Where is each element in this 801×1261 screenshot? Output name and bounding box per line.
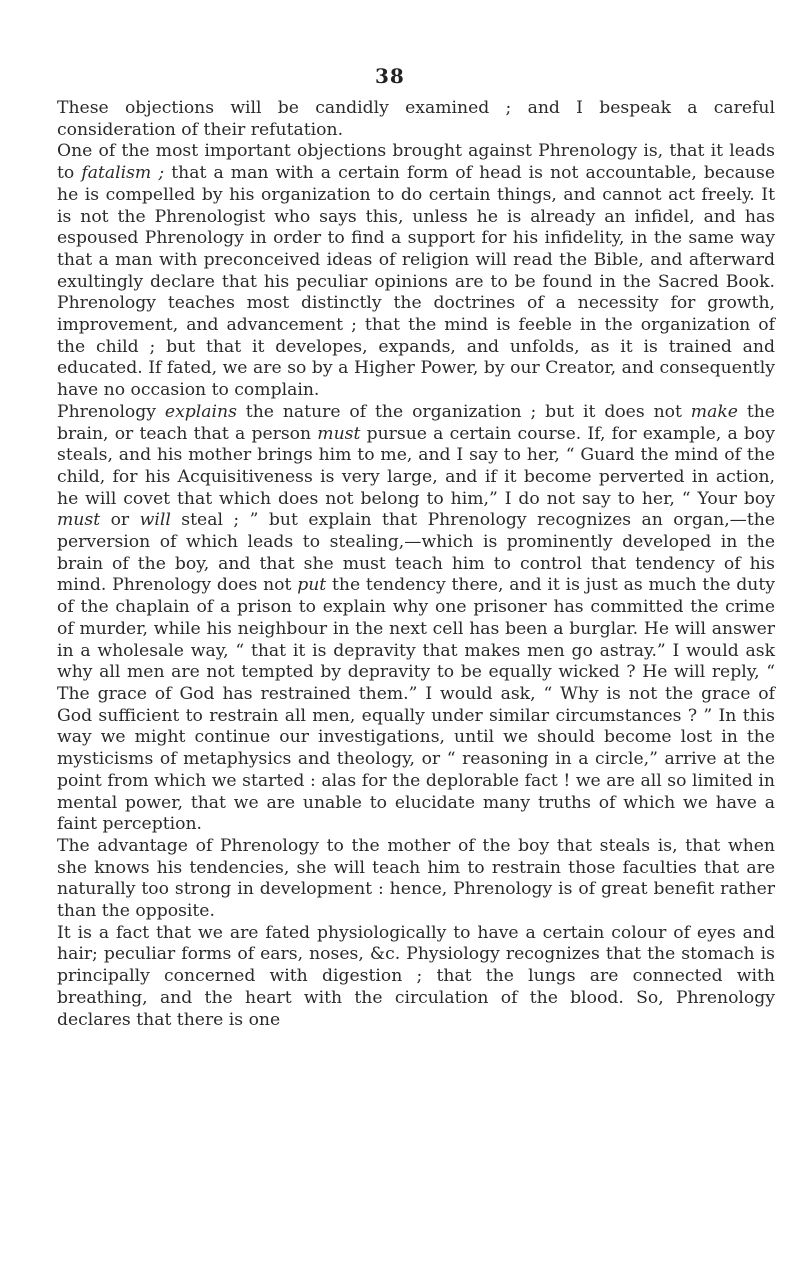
text-run: pursue a certain course. If, for example, a boy steals, and his mother brings him to me, and I say to her, “ Guard the mind of the child, for his Acquisitiveness is very large, and if it become perverted in action, he will covet that which does not belong to him,” I do not say to her, “ Your boy xyxy=(57,423,775,509)
italic-run: make xyxy=(690,401,738,422)
text-run: the nature of the organization ; but it does not xyxy=(236,401,691,422)
text-run: One of the most important objections brought against Phrenology is, that it leads to xyxy=(57,141,775,184)
paragraph-4 xyxy=(57,836,775,923)
text-run: These objections will be candidly examined ; and I bespeak a careful consideration of their refutation. xyxy=(57,98,775,140)
italic-run: must xyxy=(57,510,101,531)
italic-run: must xyxy=(317,423,361,444)
body-text xyxy=(57,98,775,1031)
italic-run: put xyxy=(297,575,327,596)
page-number: 38 xyxy=(375,64,405,88)
paragraph-5 xyxy=(57,923,775,1032)
italic-run: fatalism ; xyxy=(81,163,165,184)
text-run: It is a fact that we are fated physiologically to have a certain colour of eyes and hair; peculiar forms of ears, noses, &c. Physiology recognizes that the stomach is principally concerned with digestion ; that the lungs are connected with breathing, and the heart with the circulation of the blood. So, Phrenology declares that there is one xyxy=(57,922,775,1030)
paragraph-1 xyxy=(57,98,775,141)
text-run: or xyxy=(100,510,140,531)
text-run: the tendency there, and it is just as much the duty of the chaplain of a prison to explain why one prisoner has committed the crime of murder, while his neighbour in the next cell has been a burglar. He will answer in a wholesale way, “ that it is depravity that makes men go astray.” I would ask why all men are not tempted by depravity to be equally wicked ? He will reply, “ The grace of God has restrained them.” I would ask, “ Why is not the grace of God sufficient to restrain all men, equally under similar circumstances ? ” In this way we might continue our investigations, until we should become lost in the mysticisms of metaphysics and theology, or “ reasoning in a circle,” arrive at the point from which we started : alas for the deplorable fact ! we are all so limited in mental power, that we are unable to elucidate many truths of which we have a faint perception. xyxy=(57,575,775,835)
paragraph-3 xyxy=(57,402,775,836)
text-run: steal ; ” but explain that Phrenology recognizes an organ,—the perversion of which leads to stealing,—which is prominently developed in the brain of the boy, and that she must teach him to control that tendency of his mind. Phrenology does not xyxy=(57,510,775,596)
text-run: The advantage of Phrenology to the mother of the boy that steals is, that when she knows his tendencies, she will teach him to restrain those faculties that are naturally too strong in development : hence, Phrenology is of great benefit rather than the opposite. xyxy=(57,835,775,922)
italic-run: explains xyxy=(164,401,237,422)
text-run: Phrenology xyxy=(57,401,165,422)
italic-run: will xyxy=(139,510,171,531)
text-run: that a man with a certain form of head is not accountable, because he is compelled by his organization to do certain things, and cannot act freely. It is not the Phrenologist who says this, unless he is already an infidel, and has espoused Phrenology in order to find a support for his infidelity, in the same way that a man with preconceived ideas of religion will read the Bible, and afterward exultingly declare that his peculiar opinions are to be found in the Sacred Book. Phrenology teaches most distinctly the doctrines of a necessity for growth, improvement, and advancement ; that the mind is feeble in the organization of the child ; but that it developes, expands, and unfolds, as it is trained and educated. If fated, we are so by a Higher Power, by our Creator, and consequently have no occasion to complain. xyxy=(57,163,775,401)
paragraph-2 xyxy=(57,141,775,401)
text-run: the brain, or teach that a person xyxy=(57,401,775,444)
